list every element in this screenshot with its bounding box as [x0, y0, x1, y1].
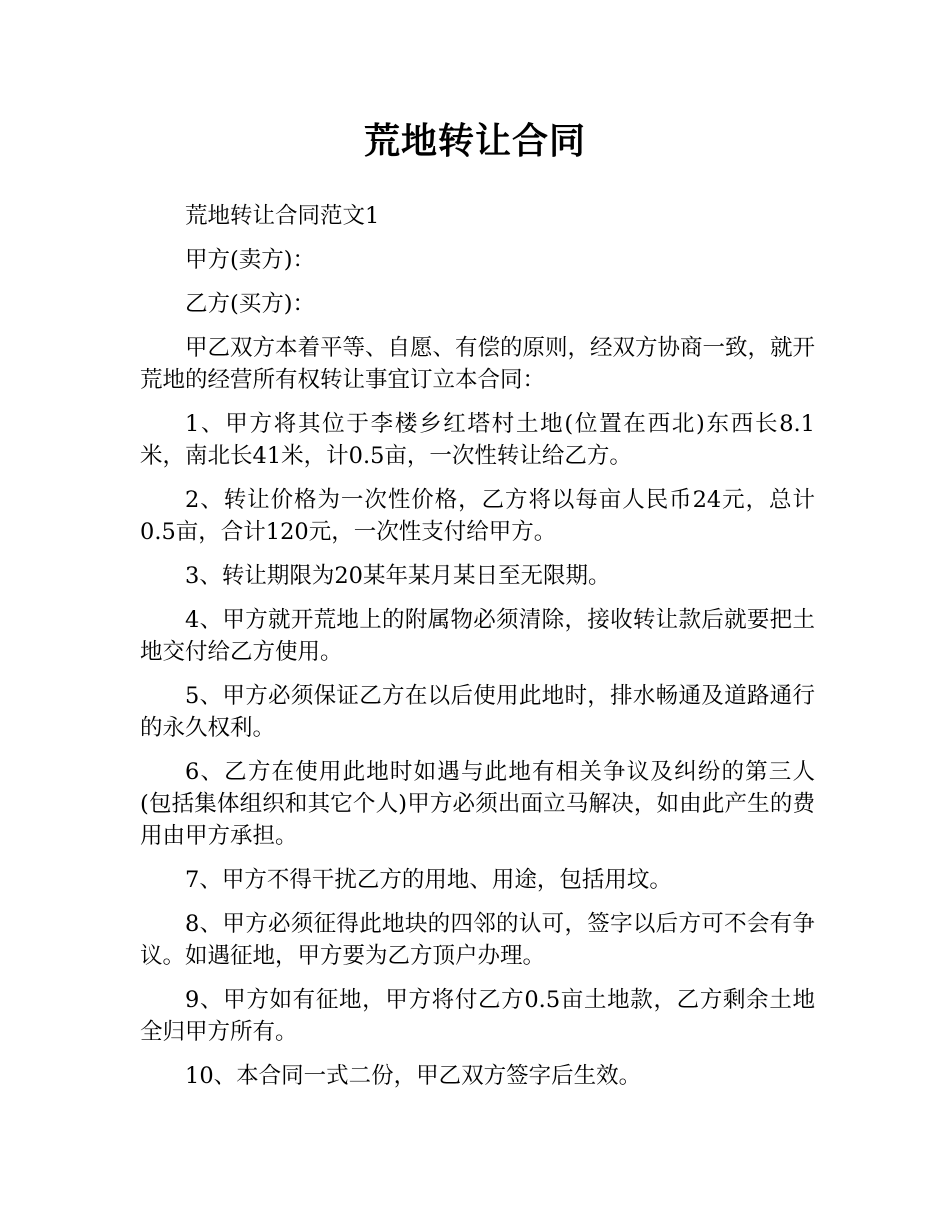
document-body: [140, 200, 815, 1104]
paragraph-clause-6: 6、乙方在使用此地时如遇与此地有相关争议及纠纷的第三人(包括集体组织和其它个人)甲方必须出面立马解决，如由此产生的费用由甲方承担。: [140, 759, 815, 849]
paragraph-clause-8: 8、甲方必须征得此地块的四邻的认可，签字以后方可不会有争议。如遇征地，甲方要为乙方顶户办理。: [140, 911, 815, 969]
paragraph-clause-7: 7、甲方不得干扰乙方的用地、用途，包括用坟。: [185, 867, 672, 893]
paragraph-preamble: 甲乙双方本着平等、自愿、有偿的原则，经双方协商一致，就开荒地的经营所有权转让事宜订立本合同：: [140, 335, 816, 393]
paragraph-sample-heading: 荒地转让合同范文1: [185, 203, 380, 229]
paragraph-clause-2: 2、转让价格为一次性价格，乙方将以每亩人民币24元，总计0.5亩，合计120元，一次性支付给甲方。: [140, 487, 815, 545]
paragraph-clause-10: 10、本合同一式二份，甲乙双方签字后生效。: [185, 1063, 642, 1089]
document-title: 荒地转让合同: [363, 121, 586, 162]
paragraph-party-a: 甲方(卖方)：: [185, 247, 316, 273]
paragraph-clause-1: 1、甲方将其位于李楼乡红塔村土地(位置在西北)东西长8.1米，南北长41米，计0.5亩，一次性转让给乙方。: [140, 411, 815, 469]
paragraph-clause-3: 3、转让期限为20某年某月某日至无限期。: [185, 563, 611, 589]
paragraph-clause-4: 4、甲方就开荒地上的附属物必须清除，接收转让款后就要把土地交付给乙方使用。: [140, 607, 815, 665]
paragraph-clause-9: 9、甲方如有征地，甲方将付乙方0.5亩土地款，乙方剩余土地全归甲方所有。: [140, 987, 815, 1045]
paragraph-party-b: 乙方(买方)：: [185, 291, 316, 317]
paragraph-clause-5: 5、甲方必须保证乙方在以后使用此地时，排水畅通及道路通行的永久权利。: [140, 683, 815, 741]
